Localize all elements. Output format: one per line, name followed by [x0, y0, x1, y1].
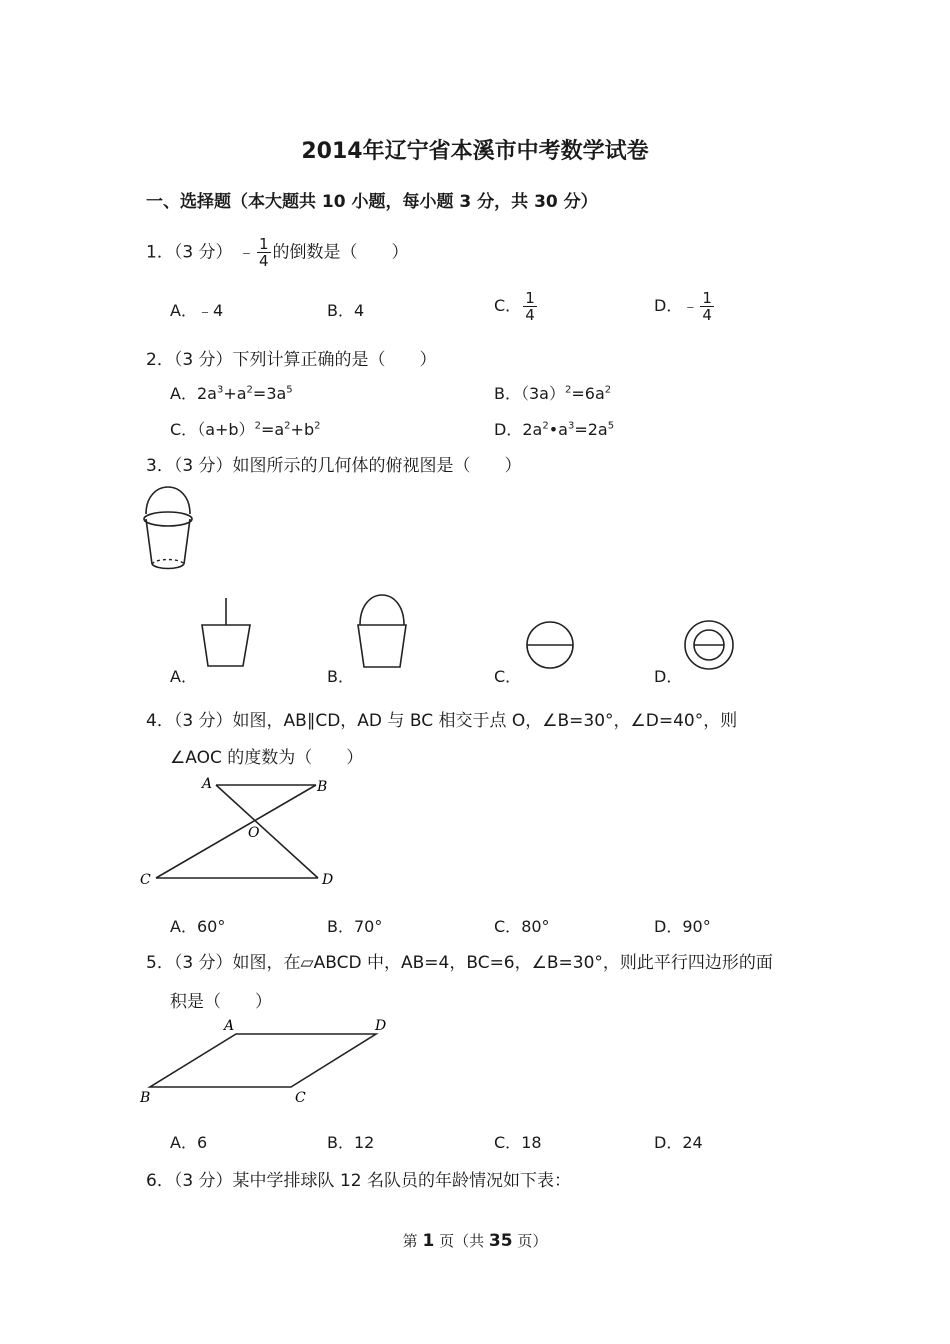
q1-option-c-den: 4 — [525, 306, 535, 324]
q2-b-part2: =6a — [571, 384, 605, 403]
q2-option-a[interactable] — [170, 381, 293, 404]
q2-d-part3: =2a — [574, 420, 608, 439]
q2-option-b[interactable] — [494, 381, 611, 404]
q4-option-b[interactable] — [327, 914, 382, 937]
q2-a-part2: +a — [223, 384, 247, 403]
q2-a-exp2: 2 — [246, 384, 253, 396]
q2-d-exp2: 3 — [567, 420, 575, 432]
q5-option-c[interactable] — [494, 1130, 542, 1153]
q6-text: （3 分）某中学排球队 12 名队员的年龄情况如下表： — [173, 1171, 571, 1191]
q5-label-a: A — [224, 1018, 235, 1034]
q1-option-d[interactable] — [654, 290, 716, 323]
q5-option-c-label: C． — [494, 1133, 522, 1152]
footer-page-number: 1 — [422, 1231, 435, 1251]
q2-c-part3: +b — [290, 420, 315, 439]
q2-option-d-label: D． — [494, 420, 523, 439]
q4-option-a-label: A． — [170, 917, 197, 936]
q4-label-d: D — [322, 872, 334, 888]
question-2 — [146, 345, 437, 370]
q5-label-b: B — [140, 1090, 151, 1106]
q4-option-c-label: C． — [494, 917, 522, 936]
q2-a-part3: =3a — [252, 384, 287, 403]
q5-text-line1: （3 分）如图，在▱ABCD 中，AB=4，BC=6，∠B=30°，则此平行四边形的面 — [173, 953, 773, 973]
q2-d-exp1: 2 — [542, 420, 549, 432]
q5-option-b-text: 12 — [353, 1133, 375, 1152]
q1-option-d-den: 4 — [702, 306, 712, 324]
q1-option-c-num: 1 — [525, 289, 535, 307]
footer-suffix: 页） — [517, 1232, 548, 1250]
q1-option-d-num: 1 — [702, 289, 712, 307]
question-1 — [146, 236, 409, 269]
q2-d-part2: •a — [548, 420, 568, 439]
q2-option-d[interactable] — [494, 417, 614, 440]
question-5 — [146, 948, 773, 973]
q2-d-exp3: 5 — [607, 420, 615, 432]
footer-total-pages: 35 — [488, 1231, 513, 1251]
q5-text-line2: 积是（ ） — [170, 992, 272, 1012]
q1-option-d-sign: ﹣ — [682, 296, 699, 315]
q4-text-line2: ∠AOC 的度数为（ ） — [170, 748, 364, 768]
footer-middle: 页（共 — [439, 1232, 485, 1250]
q3-option-c-figure[interactable] — [525, 620, 577, 672]
q2-c-exp1: 2 — [254, 420, 261, 432]
q2-option-b-label: B． — [494, 384, 521, 403]
q2-c-exp3: 2 — [314, 420, 321, 432]
q2-c-exp2: 2 — [284, 420, 291, 432]
q4-option-b-text: 70° — [353, 917, 383, 936]
q2-a-exp3: 5 — [286, 384, 293, 396]
q4-label-o: O — [248, 825, 260, 841]
section-heading: 一、选择题（本大题共 10 小题，每小题 3 分，共 30 分） — [146, 192, 598, 212]
page-footer — [0, 1230, 950, 1251]
q4-label-b: B — [317, 779, 328, 795]
q4-label-a: A — [202, 776, 213, 792]
q2-c-part2: =a — [260, 420, 285, 439]
q1-option-c[interactable] — [494, 290, 539, 323]
q5-option-d[interactable] — [654, 1130, 703, 1153]
q2-option-a-label: A． — [170, 384, 197, 403]
q4-option-d[interactable] — [654, 914, 711, 937]
q2-option-c[interactable] — [170, 417, 320, 440]
q5-figure — [138, 1014, 398, 1114]
q6-number: 6． — [146, 1171, 174, 1191]
q4-option-c-text: 80° — [521, 917, 550, 936]
q2-text: （3 分）下列计算正确的是（ ） — [173, 350, 437, 370]
page-title: 2014年辽宁省本溪市中考数学试卷 — [301, 139, 649, 164]
q3-text: （3 分）如图所示的几何体的俯视图是（ ） — [173, 456, 522, 476]
q2-b-part1: （3a） — [520, 384, 565, 403]
q5-option-a-label: A． — [170, 1133, 197, 1152]
footer-prefix: 第 — [402, 1232, 418, 1250]
q5-option-b[interactable] — [327, 1130, 374, 1153]
q5-option-c-text: 18 — [521, 1133, 542, 1152]
q3-option-a-figure[interactable] — [198, 598, 252, 668]
q5-option-b-label: B． — [327, 1133, 354, 1152]
q2-b-exp1: 2 — [564, 384, 572, 396]
q1-option-a-label: A． — [170, 301, 197, 320]
q5-label-c: C — [295, 1090, 306, 1106]
q4-number: 4． — [146, 711, 174, 731]
question-3 — [146, 451, 522, 476]
q1-option-c-fraction — [523, 290, 537, 323]
q3-number: 3． — [146, 456, 174, 476]
q2-b-exp2: 2 — [604, 384, 612, 396]
question-4 — [146, 706, 737, 731]
q1-text: 的倒数是（ ） — [272, 242, 409, 263]
q2-c-part1: （a+b） — [197, 420, 255, 439]
q1-option-b-text: 4 — [353, 301, 365, 320]
q1-option-d-label: D． — [654, 296, 683, 315]
q1-fraction — [257, 236, 271, 269]
q4-option-a[interactable] — [170, 914, 225, 937]
q1-score: （3 分） — [173, 242, 233, 263]
q2-d-part1: 2a — [522, 420, 543, 439]
q2-number: 2． — [146, 350, 174, 370]
q1-option-b[interactable] — [327, 298, 364, 321]
q3-option-b-figure[interactable] — [356, 595, 410, 669]
q1-number: 1． — [146, 242, 174, 263]
q1-option-b-label: B． — [327, 301, 354, 320]
q2-a-part1: 2a — [196, 384, 217, 403]
q4-figure — [138, 772, 348, 892]
q1-frac-num: 1 — [258, 235, 269, 253]
q1-option-d-fraction — [700, 290, 714, 323]
q5-label-d: D — [375, 1018, 387, 1034]
q2-a-exp1: 3 — [216, 384, 224, 396]
q4-option-b-label: B． — [327, 917, 354, 936]
q1-option-c-label: C． — [494, 296, 522, 315]
q3-option-b[interactable]: B． — [327, 667, 354, 686]
question-6 — [146, 1166, 571, 1191]
q3-bucket-figure — [138, 484, 198, 574]
q4-option-c[interactable] — [494, 914, 550, 937]
q5-option-a-text: 6 — [196, 1133, 208, 1152]
q5-option-a[interactable] — [170, 1130, 207, 1153]
q3-option-d-figure[interactable] — [684, 620, 736, 672]
q1-option-a-text: ﹣4 — [196, 301, 224, 320]
q5-number: 5． — [146, 953, 174, 973]
q1-sign: ﹣ — [237, 242, 255, 263]
q5-option-d-label: D． — [654, 1133, 683, 1152]
q1-frac-den: 4 — [258, 252, 269, 270]
q2-option-c-label: C． — [170, 420, 198, 439]
q4-label-c: C — [140, 872, 151, 888]
q5-option-d-text: 24 — [682, 1133, 703, 1152]
q1-option-a[interactable] — [170, 298, 223, 321]
q3-option-c[interactable]: C． — [494, 667, 522, 686]
q3-option-a[interactable]: A． — [170, 667, 197, 686]
q4-option-d-text: 90° — [682, 917, 711, 936]
q3-option-d[interactable]: D． — [654, 667, 683, 686]
q4-option-d-label: D． — [654, 917, 683, 936]
q4-option-a-text: 60° — [196, 917, 226, 936]
q4-text-line1: （3 分）如图，AB∥CD，AD 与 BC 相交于点 O，∠B=30°，∠D=40°，则 — [173, 711, 738, 731]
